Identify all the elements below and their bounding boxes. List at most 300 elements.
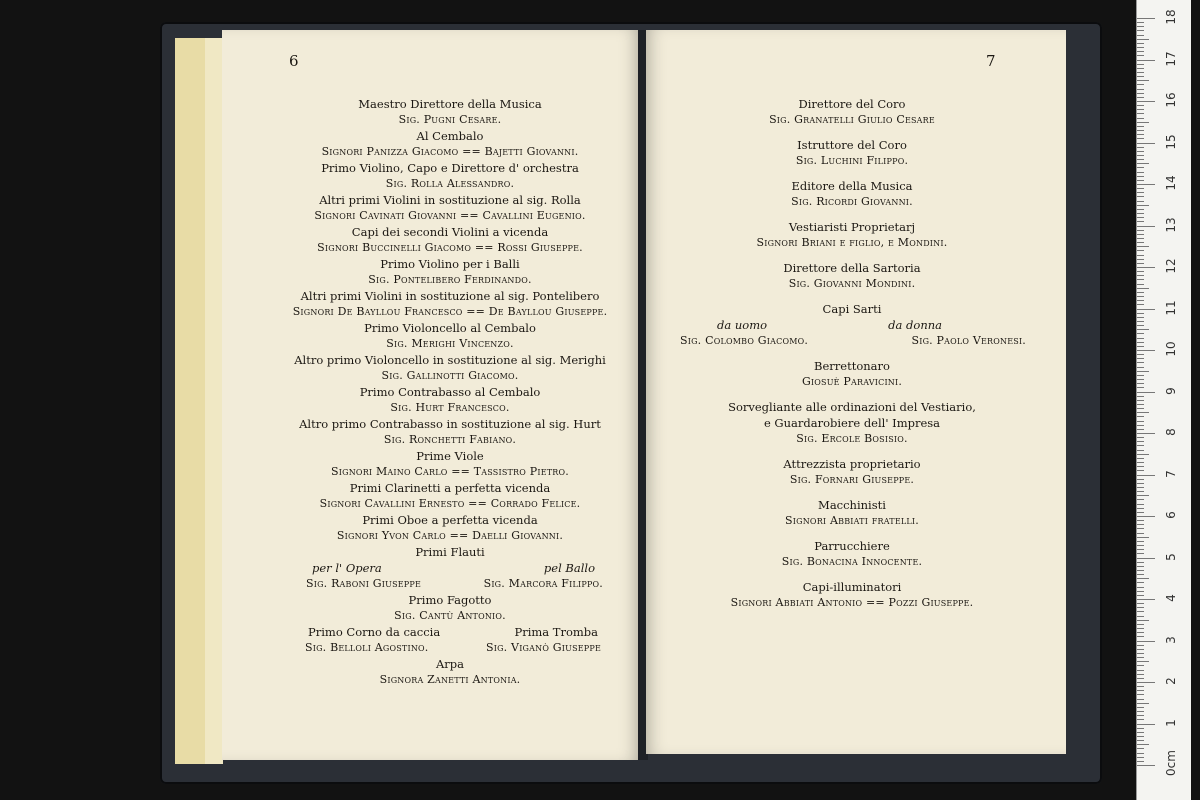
ruler-tick — [1137, 537, 1149, 538]
ruler-tick — [1137, 134, 1144, 135]
ruler-label: 11 — [1164, 299, 1178, 316]
role: Arpa — [435, 657, 465, 671]
ruler-tick — [1137, 60, 1155, 61]
ruler-tick — [1137, 55, 1144, 56]
ruler-tick — [1137, 238, 1144, 239]
names: Sig. Pugni Cesare. — [398, 113, 502, 126]
ruler-tick — [1137, 155, 1144, 156]
ruler-tick — [1137, 367, 1144, 368]
block-contrabasso — [250, 384, 650, 416]
role: Direttore della Sartoria — [783, 261, 921, 275]
ruler-tick — [1137, 541, 1144, 542]
ruler-tick — [1137, 711, 1144, 712]
ruler-tick — [1137, 221, 1144, 222]
ruler-tick — [1137, 545, 1144, 546]
role: Primo Violino per i Balli — [380, 257, 520, 271]
role: Altri primi Violini in sostituzione al sig. Pontelibero — [300, 289, 600, 303]
ruler-tick — [1137, 201, 1144, 202]
label-donna: da donna — [888, 318, 942, 332]
ruler-tick — [1137, 458, 1144, 459]
page-number-left: 6 — [289, 52, 299, 70]
block-altri-violini-pontelibero — [250, 288, 650, 320]
block-cembalo — [250, 128, 650, 160]
ruler-tick — [1137, 607, 1144, 608]
block-editore-musica — [672, 178, 1032, 210]
ruler-tick — [1137, 375, 1144, 376]
ruler-tick — [1137, 678, 1144, 679]
ruler-tick — [1137, 172, 1144, 173]
ruler-tick — [1137, 591, 1144, 592]
ruler-tick — [1137, 508, 1144, 509]
ruler-tick — [1137, 425, 1144, 426]
ruler-tick — [1137, 636, 1144, 637]
ruler-tick — [1137, 113, 1144, 114]
ruler-tick — [1137, 284, 1144, 285]
block-attrezzista — [672, 456, 1032, 488]
ruler-tick — [1137, 205, 1149, 206]
ruler-tick — [1137, 313, 1144, 314]
block-istruttore-coro — [672, 137, 1032, 169]
ruler-tick — [1137, 686, 1144, 687]
ruler-tick — [1137, 242, 1144, 243]
ruler-tick — [1137, 728, 1144, 729]
ruler-tick — [1137, 342, 1144, 343]
role: Altri primi Violini in sostituzione al sig. Rolla — [319, 193, 581, 207]
role: Capi dei secondi Violini a vicenda — [351, 225, 549, 239]
ruler-tick — [1137, 80, 1149, 81]
role: Parrucchiere — [814, 539, 890, 553]
ruler-tick — [1137, 358, 1144, 359]
ruler-tick — [1137, 670, 1144, 671]
ruler-tick — [1137, 250, 1144, 251]
names: Signori Cavallini Ernesto == Corrado Felice. — [319, 497, 581, 510]
name-opera: Sig. Raboni Giuseppe — [306, 577, 421, 590]
ruler-tick — [1137, 35, 1144, 36]
ruler-tick — [1137, 699, 1144, 700]
ruler-tick — [1137, 553, 1144, 554]
ruler-label: 10 — [1164, 341, 1178, 357]
ruler-tick — [1137, 491, 1144, 492]
ruler-tick — [1137, 732, 1144, 733]
block-capi-sarti — [672, 301, 1032, 349]
ruler-tick — [1137, 661, 1149, 662]
names: Sig. Cantù Antonio. — [394, 609, 506, 622]
label-opera: per l' Opera — [312, 561, 382, 575]
ruler-tick — [1137, 317, 1144, 318]
ruler-tick — [1137, 445, 1144, 446]
names: Signori Yvon Carlo == Daelli Giovanni. — [336, 529, 564, 542]
ruler-tick — [1137, 147, 1144, 148]
ruler-tick — [1137, 487, 1144, 488]
ruler-tick — [1137, 362, 1144, 363]
label-ballo: pel Ballo — [543, 561, 595, 575]
role: Primi Flauti — [415, 545, 485, 559]
measurement-ruler — [1136, 0, 1191, 800]
ruler-tick — [1137, 624, 1144, 625]
ruler-label: 8 — [1164, 428, 1178, 436]
names: Signori Abbiati fratelli. — [785, 514, 919, 527]
ruler-label: 12 — [1164, 258, 1178, 274]
names: Sig. Fornari Giuseppe. — [789, 473, 915, 486]
sarti-labels — [672, 317, 1032, 333]
role: Vestiaristi Proprietarj — [788, 220, 916, 234]
names: Sig. Pontelibero Ferdinando. — [368, 273, 532, 286]
ruler-tick — [1137, 533, 1144, 534]
ruler-tick — [1137, 255, 1144, 256]
name-donna: Sig. Paolo Veronesi. — [911, 334, 1026, 347]
names: Sig. Granatelli Giulio Cesare — [769, 113, 935, 126]
ruler-tick — [1137, 582, 1144, 583]
names: Signori Briani e figlio, e Mondini. — [756, 236, 948, 249]
ruler-tick — [1137, 429, 1144, 430]
flauti-labels — [250, 560, 650, 576]
ruler-tick — [1137, 246, 1149, 247]
ruler-tick — [1137, 462, 1144, 463]
block-parrucchiere — [672, 538, 1032, 570]
ruler-tick — [1137, 392, 1155, 393]
names: Signora Zanetti Antonia. — [379, 673, 521, 686]
ruler-tick — [1137, 338, 1144, 339]
names: Giosuè Paravicini. — [801, 375, 903, 388]
ruler-tick — [1137, 346, 1144, 347]
ruler-tick — [1137, 68, 1144, 69]
label-uomo: da uomo — [717, 318, 768, 332]
ruler-tick — [1137, 300, 1144, 301]
ruler-tick — [1137, 504, 1144, 505]
ruler-tick — [1137, 740, 1144, 741]
ruler-tick — [1137, 234, 1144, 235]
block-violoncello — [250, 320, 650, 352]
ruler-tick — [1137, 761, 1144, 762]
page-number-right: 7 — [986, 52, 996, 70]
ruler-tick — [1137, 296, 1144, 297]
ruler-tick — [1137, 383, 1144, 384]
ruler-tick — [1137, 329, 1149, 330]
ruler-tick — [1137, 51, 1144, 52]
block-clarinetti — [250, 480, 650, 512]
ruler-tick — [1137, 267, 1155, 268]
ruler-label: 9 — [1164, 386, 1178, 395]
names: Sig. Rolla Alessandro. — [385, 177, 515, 190]
ruler-tick — [1137, 690, 1144, 691]
ruler-tick — [1137, 47, 1144, 48]
ruler-tick — [1137, 641, 1155, 642]
names: Sig. Hurt Francesco. — [390, 401, 510, 414]
ruler-tick — [1137, 350, 1155, 351]
ruler-tick — [1137, 599, 1155, 600]
ruler-tick — [1137, 470, 1144, 471]
ruler-tick — [1137, 18, 1155, 19]
name-uomo: Sig. Colombo Giacomo. — [680, 334, 809, 347]
ruler-tick — [1137, 628, 1144, 629]
ruler-tick — [1137, 400, 1144, 401]
role: Direttore del Coro — [798, 97, 906, 111]
block-violino-balli — [250, 256, 650, 288]
block-direttore-coro — [672, 96, 1032, 128]
role: Editore della Musica — [791, 179, 913, 193]
role: Istruttore del Coro — [797, 138, 907, 152]
names: Signori Maino Carlo == Tassistro Pietro. — [331, 465, 569, 478]
ruler-tick — [1137, 64, 1144, 65]
ruler-tick — [1137, 263, 1144, 264]
ruler-tick — [1137, 412, 1149, 413]
ruler-tick — [1137, 138, 1144, 139]
names: Sig. Luchini Filippo. — [795, 154, 909, 167]
role: Macchinisti — [818, 498, 886, 512]
block-arpa — [250, 656, 650, 688]
ruler-tick — [1137, 26, 1144, 27]
ruler-tick — [1137, 450, 1144, 451]
ruler-tick — [1137, 748, 1144, 749]
ruler-tick — [1137, 126, 1144, 127]
block-direttore-musica — [250, 96, 650, 128]
ruler-label: 5 — [1164, 552, 1178, 561]
ruler-tick — [1137, 645, 1144, 646]
names: Signori De Bayllou Francesco == De Bayllou Giuseppe. — [292, 305, 608, 318]
ruler-tick — [1137, 566, 1144, 567]
role-line-2: e Guardarobiere dell' Impresa — [763, 416, 941, 430]
ruler-tick — [1137, 101, 1155, 102]
block-altri-violini — [250, 192, 650, 224]
block-direttore-sartoria — [672, 260, 1032, 292]
role: Berrettonaro — [814, 359, 890, 373]
ruler-tick — [1137, 408, 1144, 409]
ruler-tick — [1137, 188, 1144, 189]
names: Signori Abbiati Antonio == Pozzi Giuseppe. — [730, 596, 974, 609]
block-primo-violino — [250, 160, 650, 192]
ruler-tick — [1137, 396, 1144, 397]
ruler-tick — [1137, 275, 1144, 276]
ruler-tick — [1137, 441, 1144, 442]
ruler-tick — [1137, 209, 1144, 210]
ruler-tick — [1137, 226, 1155, 227]
ruler-tick — [1137, 736, 1144, 737]
names: Sig. Ercole Bosisio. — [796, 432, 908, 445]
ruler-tick — [1137, 404, 1144, 405]
role-tromba: Prima Tromba — [514, 625, 598, 639]
ruler-label: 2 — [1164, 677, 1178, 685]
ruler-tick — [1137, 217, 1144, 218]
ruler-tick — [1137, 574, 1144, 575]
ruler-label: 18 — [1164, 9, 1178, 25]
ruler-label: 6 — [1164, 511, 1178, 519]
page-edges-inner — [205, 38, 223, 764]
ruler-tick — [1137, 570, 1144, 571]
role: Primi Oboe a perfetta vicenda — [362, 513, 538, 527]
ruler-tick — [1137, 192, 1144, 193]
ruler-tick — [1137, 122, 1149, 123]
block-flauti — [250, 544, 650, 592]
names: Signori Cavinati Giovanni == Cavallini Eugenio. — [314, 209, 586, 222]
ruler-tick — [1137, 304, 1144, 305]
ruler-tick — [1137, 387, 1144, 388]
ruler-tick — [1137, 379, 1144, 380]
ruler-tick — [1137, 271, 1144, 272]
ruler-tick — [1137, 84, 1144, 85]
block-secondi-violini — [250, 224, 650, 256]
role: Capi-illuminatori — [802, 580, 902, 594]
sarti-names — [672, 333, 1032, 349]
ruler-tick — [1137, 325, 1144, 326]
ruler-label: 15 — [1164, 133, 1178, 150]
ruler-tick — [1137, 724, 1155, 725]
block-vestiaristi — [672, 219, 1032, 251]
ruler-tick — [1137, 479, 1144, 480]
ruler-tick — [1137, 22, 1144, 23]
ruler-tick — [1137, 753, 1144, 754]
block-sorvegliante — [672, 399, 1032, 447]
ruler-tick — [1137, 649, 1144, 650]
ruler-label: 4 — [1164, 594, 1178, 602]
ruler-tick — [1137, 595, 1144, 596]
ruler-tick — [1137, 143, 1155, 144]
block-fagotto — [250, 592, 650, 624]
ruler-tick — [1137, 118, 1144, 119]
name-ballo: Sig. Marcora Filippo. — [483, 577, 603, 590]
role-corno: Primo Corno da caccia — [308, 625, 441, 639]
role: Al Cembalo — [416, 129, 484, 143]
ruler-tick — [1137, 176, 1144, 177]
ruler-label: 13 — [1164, 216, 1178, 233]
ruler-tick — [1137, 105, 1144, 106]
block-viole — [250, 448, 650, 480]
ruler-tick — [1137, 466, 1144, 467]
ruler-tick — [1137, 76, 1144, 77]
names: Sig. Gallinotti Giacomo. — [381, 369, 519, 382]
ruler-tick — [1137, 516, 1155, 517]
ruler-tick — [1137, 230, 1144, 231]
ruler-label: 16 — [1164, 92, 1178, 108]
role: Primo Violoncello al Cembalo — [364, 321, 536, 335]
ruler-tick — [1137, 611, 1144, 612]
corno-tromba-names — [250, 640, 650, 656]
ruler-tick — [1137, 603, 1144, 604]
ruler-tick — [1137, 30, 1144, 31]
ruler-tick — [1137, 196, 1144, 197]
ruler-tick — [1137, 180, 1144, 181]
names: Sig. Giovanni Mondini. — [788, 277, 916, 290]
ruler-tick — [1137, 665, 1144, 666]
ruler-tick — [1137, 744, 1149, 745]
ruler-tick — [1137, 719, 1144, 720]
ruler-tick — [1137, 279, 1144, 280]
ruler-tick — [1137, 587, 1144, 588]
ruler-tick — [1137, 321, 1144, 322]
ruler-tick — [1137, 93, 1144, 94]
ruler-label: 0cm — [1164, 750, 1178, 776]
left-page-text — [250, 96, 650, 688]
ruler-tick — [1137, 354, 1144, 355]
name-corno: Sig. Belloli Agostino. — [305, 641, 429, 654]
role: Prime Viole — [416, 449, 484, 463]
ruler-tick — [1137, 433, 1155, 434]
names: Sig. Bonacina Innocente. — [781, 555, 923, 568]
ruler-tick — [1137, 475, 1155, 476]
ruler-tick — [1137, 89, 1144, 90]
role: Primo Violino, Capo e Direttore d' orchestra — [321, 161, 579, 175]
block-altro-contrabasso — [250, 416, 650, 448]
ruler-tick — [1137, 578, 1149, 579]
ruler-tick — [1137, 528, 1144, 529]
ruler-label: 14 — [1164, 175, 1178, 191]
ruler-label: 7 — [1164, 469, 1178, 478]
ruler-tick — [1137, 259, 1144, 260]
ruler-tick — [1137, 558, 1155, 559]
names: Signori Buccinelli Giacomo == Rossi Giuseppe. — [317, 241, 583, 254]
ruler-tick — [1137, 213, 1144, 214]
block-altro-violoncello — [250, 352, 650, 384]
ruler-tick — [1137, 520, 1144, 521]
role: Primo Fagotto — [408, 593, 492, 607]
role: Capi Sarti — [822, 302, 882, 316]
role-line-1: Sorvegliante alle ordinazioni del Vestiario, — [728, 400, 976, 414]
ruler-tick — [1137, 707, 1144, 708]
ruler-tick — [1137, 524, 1144, 525]
block-corno-tromba — [250, 624, 650, 656]
ruler-tick — [1137, 632, 1144, 633]
ruler-tick — [1137, 333, 1144, 334]
ruler-tick — [1137, 72, 1144, 73]
ruler-label: 17 — [1164, 50, 1178, 67]
name-tromba: Sig. Viganò Giuseppe — [485, 641, 601, 654]
right-page-text — [672, 96, 1032, 611]
ruler-tick — [1137, 703, 1149, 704]
names: Sig. Merighi Vincenzo. — [386, 337, 514, 350]
names: Sig. Ronchetti Fabiano. — [383, 433, 517, 446]
ruler-tick — [1137, 562, 1144, 563]
ruler-tick — [1137, 292, 1144, 293]
ruler-tick — [1137, 694, 1144, 695]
ruler-tick — [1137, 167, 1144, 168]
ruler-tick — [1137, 130, 1144, 131]
ruler-tick — [1137, 495, 1149, 496]
ruler-tick — [1137, 151, 1144, 152]
role: Maestro Direttore della Musica — [358, 97, 542, 111]
role: Altro primo Contrabasso in sostituzione al sig. Hurt — [299, 417, 601, 431]
block-capi-illuminatori — [672, 579, 1032, 611]
flauti-names — [250, 576, 650, 592]
corno-tromba-roles — [250, 624, 650, 640]
ruler-tick — [1137, 715, 1144, 716]
ruler-tick — [1137, 657, 1144, 658]
ruler-tick — [1137, 682, 1155, 683]
ruler-tick — [1137, 43, 1144, 44]
ruler-tick — [1137, 39, 1149, 40]
ruler-tick — [1137, 288, 1149, 289]
ruler-tick — [1137, 499, 1144, 500]
role: Primo Contrabasso al Cembalo — [359, 385, 541, 399]
ruler-tick — [1137, 163, 1149, 164]
ruler-tick — [1137, 159, 1144, 160]
role: Altro primo Violoncello in sostituzione al sig. Merighi — [294, 353, 606, 367]
ruler-tick — [1137, 416, 1144, 417]
ruler-tick — [1137, 757, 1144, 758]
ruler-tick — [1137, 184, 1155, 185]
role: Attrezzista proprietario — [783, 457, 921, 471]
ruler-tick — [1137, 620, 1149, 621]
ruler-tick — [1137, 674, 1144, 675]
names: Sig. Ricordi Giovanni. — [791, 195, 913, 208]
block-macchinisti — [672, 497, 1032, 529]
ruler-tick — [1137, 309, 1155, 310]
role: Primi Clarinetti a perfetta vicenda — [349, 481, 551, 495]
ruler-tick — [1137, 109, 1144, 110]
ruler-tick — [1137, 97, 1144, 98]
ruler-tick — [1137, 371, 1149, 372]
ruler-tick — [1137, 765, 1155, 766]
ruler-tick — [1137, 421, 1144, 422]
ruler-tick — [1137, 454, 1149, 455]
